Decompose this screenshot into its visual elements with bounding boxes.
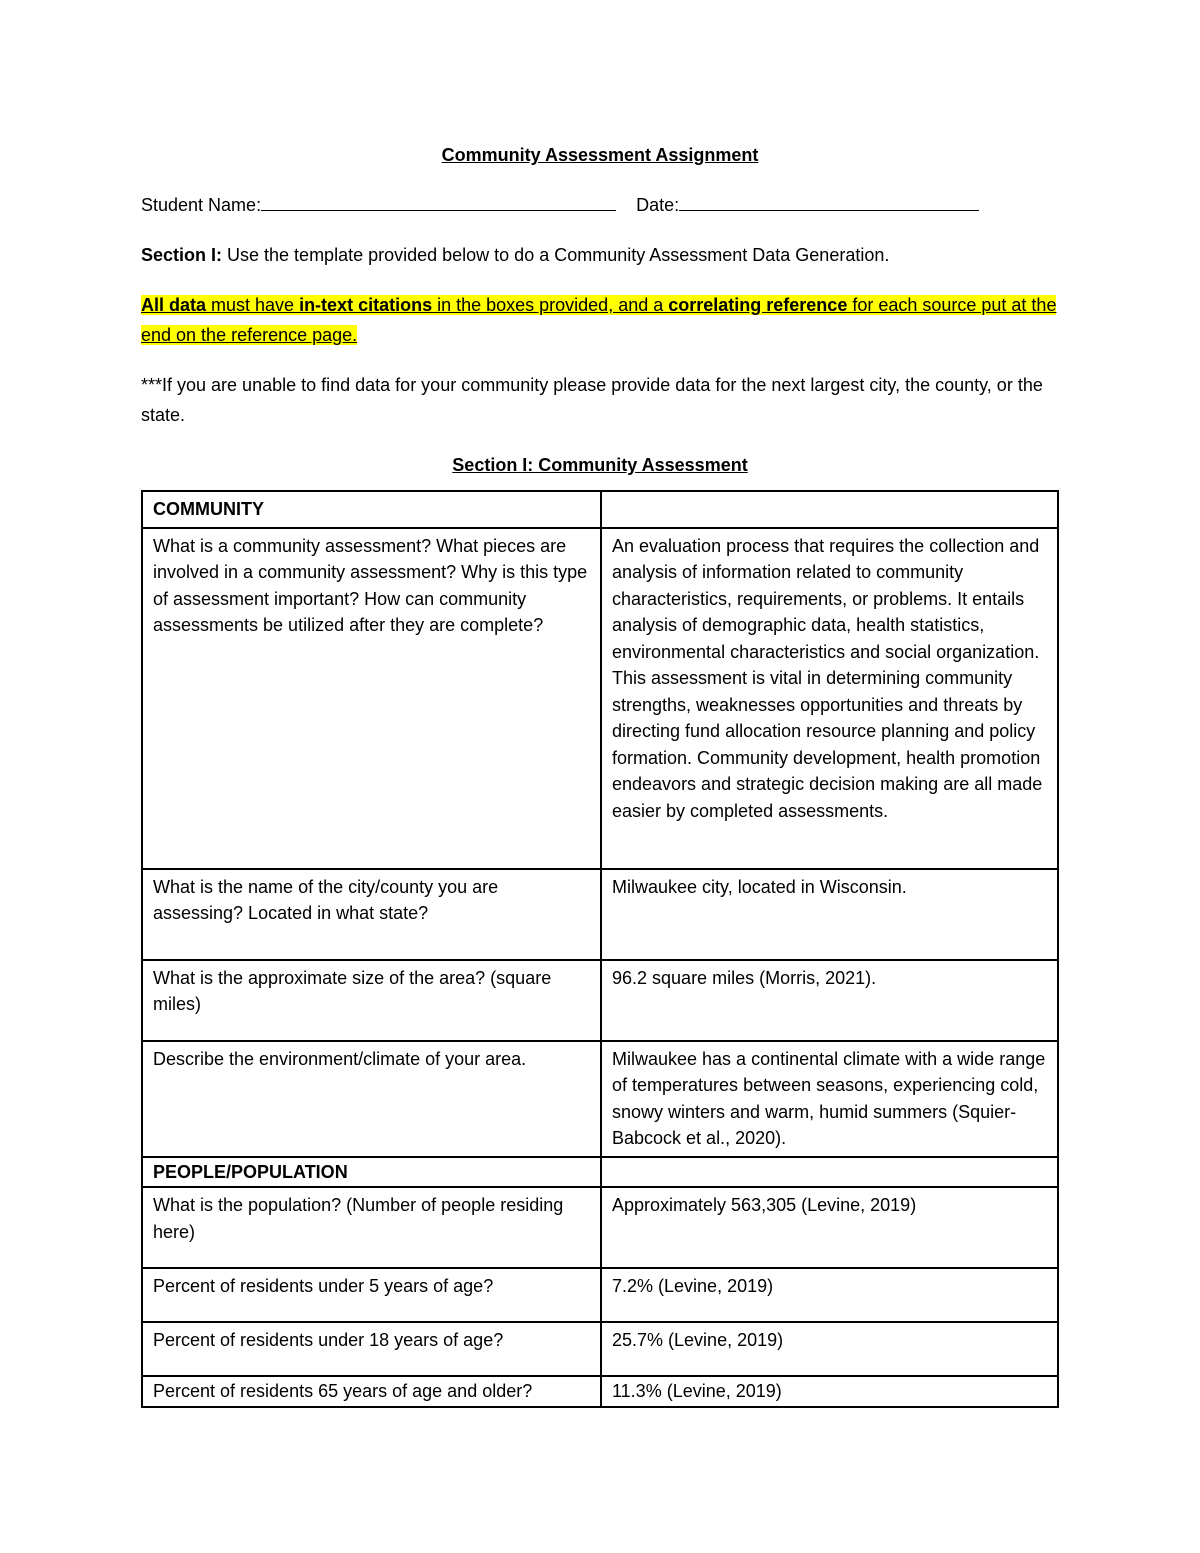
answer-cell: Milwaukee has a continental climate with a wide range of temperatures between seasons, experiencing cold, snowy winters and warm, humid summers (Squier-Babcock et al., 2020). bbox=[601, 1041, 1058, 1157]
citation-note-part: in-text citations bbox=[299, 295, 433, 315]
student-info-line bbox=[141, 190, 1059, 220]
citation-note-part: in the boxes provided, and a bbox=[432, 295, 669, 315]
citation-note-part: for each source put at the end on the reference page. bbox=[141, 295, 1057, 345]
section-intro-label: Section I: bbox=[141, 245, 223, 265]
table-row bbox=[142, 491, 1058, 528]
answer-cell: 25.7% (Levine, 2019) bbox=[601, 1322, 1058, 1376]
table-row bbox=[142, 1041, 1058, 1157]
table-title: Section I: Community Assessment bbox=[452, 455, 748, 475]
answer-cell: 11.3% (Levine, 2019) bbox=[601, 1376, 1058, 1407]
table-row bbox=[142, 1187, 1058, 1268]
citation-note-part: All data bbox=[141, 295, 207, 315]
document-page bbox=[141, 140, 1059, 1408]
student-name-blank bbox=[261, 190, 616, 211]
question-cell: What is a community assessment? What pieces are involved in a community assessment? Why is this type of assessment important? How can community assessments be utilized after they are complete? bbox=[142, 528, 601, 869]
section-intro bbox=[141, 240, 1059, 270]
table-row bbox=[142, 528, 1058, 869]
answer-cell: Milwaukee city, located in Wisconsin. bbox=[601, 869, 1058, 960]
assessment-table bbox=[141, 490, 1059, 1408]
document-title: Community Assessment Assignment bbox=[441, 145, 759, 165]
fallback-note: ***If you are unable to find data for your community please provide data for the next largest city, the county, or the state. bbox=[141, 375, 1043, 425]
question-cell: What is the population? (Number of people residing here) bbox=[142, 1187, 601, 1268]
population-header: PEOPLE/POPULATION bbox=[142, 1157, 601, 1188]
table-row bbox=[142, 1322, 1058, 1376]
answer-cell: Approximately 563,305 (Levine, 2019) bbox=[601, 1187, 1058, 1268]
answer-cell: An evaluation process that requires the collection and analysis of information related to community characteristics, requirements, or problems. It entails analysis of demographic data, health statistics, environmental characteristics and social organization. This assessment is vital in determining community strengths, weaknesses opportunities and threats by directing fund allocation resource planning and policy formation. Community development, health promotion endeavors and strategic decision making are all made easier by completed assessments. bbox=[601, 528, 1058, 869]
student-name-label: Student Name: bbox=[141, 195, 262, 215]
table-row bbox=[142, 1157, 1058, 1188]
table-row bbox=[142, 1376, 1058, 1407]
citation-note bbox=[141, 290, 1059, 350]
table-row bbox=[142, 960, 1058, 1041]
date-blank bbox=[679, 190, 979, 211]
question-cell: What is the approximate size of the area? (square miles) bbox=[142, 960, 601, 1041]
question-cell: Describe the environment/climate of your area. bbox=[142, 1041, 601, 1157]
table-row bbox=[142, 869, 1058, 960]
section-intro-text: Use the template provided below to do a Community Assessment Data Generation. bbox=[222, 245, 890, 265]
community-header-empty bbox=[601, 491, 1058, 528]
answer-cell: 96.2 square miles (Morris, 2021). bbox=[601, 960, 1058, 1041]
question-cell: Percent of residents under 18 years of age? bbox=[142, 1322, 601, 1376]
question-cell: Percent of residents 65 years of age and older? bbox=[142, 1376, 601, 1407]
question-cell: Percent of residents under 5 years of age? bbox=[142, 1268, 601, 1322]
date-label: Date: bbox=[636, 195, 680, 215]
citation-note-part: correlating reference bbox=[668, 295, 848, 315]
citation-note-part: must have bbox=[206, 295, 300, 315]
community-header: COMMUNITY bbox=[142, 491, 601, 528]
table-row bbox=[142, 1268, 1058, 1322]
population-header-empty bbox=[601, 1157, 1058, 1188]
answer-cell: 7.2% (Levine, 2019) bbox=[601, 1268, 1058, 1322]
question-cell: What is the name of the city/county you are assessing? Located in what state? bbox=[142, 869, 601, 960]
